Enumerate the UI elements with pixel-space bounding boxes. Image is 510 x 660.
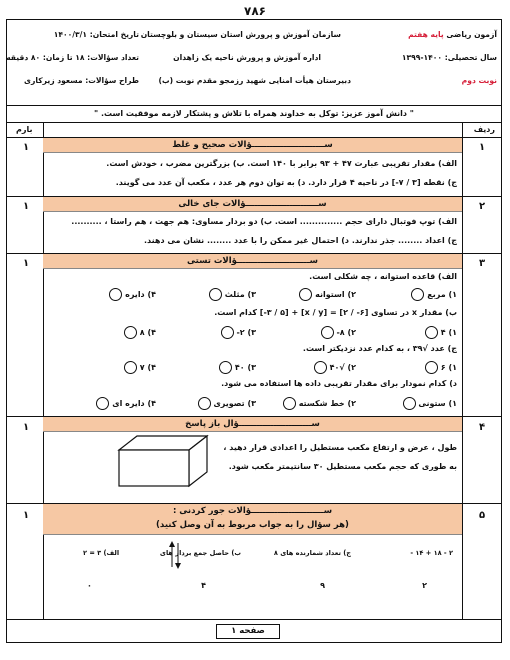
section-3-score: ۱: [22, 258, 30, 269]
match-item-3[interactable]: ب) حاصل جمع بردار های: [159, 549, 241, 557]
section-4-band: [43, 417, 462, 432]
match-item-2[interactable]: ج) تعداد شمارنده های ۸: [273, 549, 351, 557]
q3b-option-1-label: ۱) ۴: [440, 328, 457, 337]
section-4-title: ســـــــــــــــــــــــــؤال باز پاسخ: [185, 419, 320, 429]
section-4-line-1: طول ، عرض و ارتفاع مکعب مستطیل را اعدادی قرار دهید ،: [223, 443, 457, 452]
section-4-num: ۴: [478, 422, 486, 433]
row-column-label: ردیف: [473, 125, 495, 134]
section-1-line-1: الف) مقدار تقریبی عبارت ۴۷ + ۹۳ برابر با ۱۴۰ است. ب) بزرگترین مضرب ، خودش است.: [106, 159, 457, 168]
answer-bubble[interactable]: [124, 326, 137, 339]
section-4-line-2: به طوری که حجم مکعب مستطیل ۳۰ سانتیمتر مکعب شود.: [228, 462, 457, 471]
match-item-1[interactable]: ۲ - ۱۸ + ۱۴ -: [410, 549, 453, 557]
exam-grade: پایه هفتم: [408, 30, 444, 39]
q3a-question: الف) قاعده استوانه ، چه شکلی است.: [309, 272, 457, 281]
section-2-line-2: ج) اعداد ........ جذر ندارند. د) احتمال غیر ممکن را با عدد ........ نشان می دهند.: [144, 236, 457, 245]
section-5-band: [43, 504, 462, 535]
answer-bubble[interactable]: [314, 361, 327, 374]
section-2-line-1: الف) توپ فوتبال دارای حجم .............. است. ب) دو بردار مساوی: هم جهت ، هم راستا ، ..........: [71, 217, 457, 226]
exam-frame: [6, 19, 502, 643]
q3b-option-2[interactable]: [317, 326, 356, 339]
header-center: [140, 20, 351, 105]
answer-bubble[interactable]: [403, 397, 416, 410]
section-2-num: ۲: [478, 201, 486, 212]
q3d-option-3[interactable]: [194, 397, 256, 410]
match-item-4[interactable]: الف) ۳ = ۲: [83, 549, 120, 557]
answer-bubble[interactable]: [283, 397, 296, 410]
page-footer: [7, 619, 501, 642]
answer-bubble[interactable]: [321, 326, 334, 339]
q3d-option-1[interactable]: [399, 397, 457, 410]
answer-bubble[interactable]: [299, 288, 312, 301]
q3a-option-2[interactable]: [295, 288, 356, 301]
q3c-option-1[interactable]: [421, 361, 457, 374]
answer-bubble[interactable]: [425, 326, 438, 339]
answer-bubble[interactable]: [411, 288, 424, 301]
match-answer-2[interactable]: ۹: [320, 581, 325, 590]
section-3-num: ۳: [478, 258, 486, 269]
school-name: دبیرستان هیأت امنایی شهید رزمجو مقدم نوبت (ب): [158, 76, 351, 85]
header-right: [377, 20, 497, 105]
q3a-option-4[interactable]: [105, 288, 156, 301]
section-2-band: [43, 197, 462, 212]
answer-bubble[interactable]: [425, 361, 438, 374]
q3b-question: ب) مقدار x در تساوی [۶- / ۲] = [x / y] + [۳ / ۵-] کدام است.: [214, 308, 457, 317]
q3c-option-3-label: ۳) ۴۰: [234, 363, 256, 372]
q3b-option-4[interactable]: [120, 326, 156, 339]
q3a-option-1[interactable]: [407, 288, 457, 301]
exam-title: [408, 30, 497, 39]
org-name: سازمان آموزش و پرورش استان سیستان و بلوچستان: [140, 30, 341, 39]
vector-arrows-icon: [169, 540, 181, 570]
answer-bubble[interactable]: [219, 361, 232, 374]
exam-designer: طراح سؤالات: مسعود زیرکاری: [24, 76, 139, 85]
match-answer-1[interactable]: ۲: [422, 581, 427, 590]
q3c-question: ج) عدد √۳۹ ، به کدام عدد نزدیکتر است.: [302, 344, 457, 353]
cuboid-icon: [115, 432, 211, 488]
section-5-subtitle: (هر سؤال را به جواب مربوط به آن وصل کنید): [156, 520, 349, 530]
q3c-option-4-label: ۴) ۷: [139, 363, 156, 372]
answer-bubble[interactable]: [198, 397, 211, 410]
q3a-option-1-label: ۱) مربع: [427, 290, 457, 299]
exam-code: ۷۸۶: [244, 4, 266, 18]
q3c-option-4[interactable]: [120, 361, 156, 374]
q3b-option-4-label: ۴) ۸: [139, 328, 156, 337]
q3d-option-3-label: ۳) تصویری: [213, 399, 256, 408]
q3a-option-4-label: ۴) دایره: [125, 290, 156, 299]
match-answer-3[interactable]: ۴: [201, 581, 206, 590]
q3d-option-4-label: ۴) دایره ای: [112, 399, 156, 408]
q3c-option-1-label: ۱) ۶: [440, 363, 457, 372]
section-5-score: ۱: [22, 510, 30, 521]
q3c-option-3[interactable]: [215, 361, 256, 374]
motto: " دانش آموز عزیز: توکل به خداوند همراه با تلاش و پشتکار لازمه موفقیت است. ": [7, 105, 501, 123]
answer-bubble[interactable]: [96, 397, 109, 410]
answer-bubble[interactable]: [109, 288, 122, 301]
department-name: اداره آموزش و پرورش ناحیه یک زاهدان: [173, 53, 321, 62]
q3c-option-2[interactable]: [310, 361, 356, 374]
q3d-option-1-label: ۱) ستونی: [418, 399, 457, 408]
section-1-band: [43, 138, 462, 153]
q3d-option-2[interactable]: [279, 397, 356, 410]
score-column-label: بارم: [16, 125, 33, 134]
q3d-question: د) کدام نمودار برای مقدار تقریبی داده ها استفاده می شود.: [221, 379, 457, 388]
section-3-band: [43, 254, 462, 269]
q3b-option-3-label: ۳) ۲-: [236, 328, 256, 337]
q3d-option-4[interactable]: [92, 397, 156, 410]
header-left: [6, 20, 139, 105]
answer-bubble[interactable]: [221, 326, 234, 339]
q3d-option-2-label: ۲) خط شکسته: [298, 399, 356, 408]
q3a-option-3-label: ۳) مثلث: [224, 290, 256, 299]
section-2-title: ســـــــــــــــــــــــــؤالات جای خالی: [178, 199, 327, 209]
page-number: صفحه ۱: [216, 624, 280, 639]
column-header: [7, 122, 501, 138]
exam-date: تاریخ امتحان: ۱۴۰۰/۳/۱: [53, 30, 139, 39]
section-4-score: ۱: [22, 422, 30, 433]
school-year: سال تحصیلی: ۱۴۰۰-۱۳۹۹: [401, 53, 497, 62]
section-1-score: ۱: [22, 142, 30, 153]
q3a-option-2-label: ۲) استوانه: [315, 290, 356, 299]
exam-count-time: تعداد سؤالات: ۱۸ تا زمان: ۸۰ دقیقه: [6, 53, 139, 62]
q3b-option-3[interactable]: [217, 326, 256, 339]
answer-bubble[interactable]: [124, 361, 137, 374]
section-5-num: ۵: [478, 510, 486, 521]
section-1-line-2: ج) نقطه [۳ / ۷-] در ناحیه ۴ قرار دارد. د) به توان دوم هر عدد ، مکعب آن عدد می گویند.: [115, 178, 457, 187]
match-answer-4[interactable]: ۰: [87, 581, 92, 590]
section-2-score: ۱: [22, 201, 30, 212]
section-5-title: ســـــــــــــــــــــــــؤالات جور کردنی :: [172, 506, 333, 516]
exam-subject: آزمون ریاضی: [446, 30, 497, 39]
exam-header: [7, 20, 501, 106]
section-1-title: ســـــــــــــــــــــــــؤالات صحیح و غلط: [172, 140, 333, 150]
answer-bubble[interactable]: [209, 288, 222, 301]
q3a-option-3[interactable]: [205, 288, 256, 301]
q3c-option-2-label: ۲) √۴۰: [329, 363, 356, 372]
q3b-option-1[interactable]: [421, 326, 457, 339]
exam-term: نوبت دوم: [461, 76, 497, 85]
section-1-num: ۱: [478, 142, 486, 153]
section-3-title: ســـــــــــــــــــــــــؤالات تستی: [187, 256, 318, 266]
q3b-option-2-label: ۲) ۸-: [336, 328, 356, 337]
